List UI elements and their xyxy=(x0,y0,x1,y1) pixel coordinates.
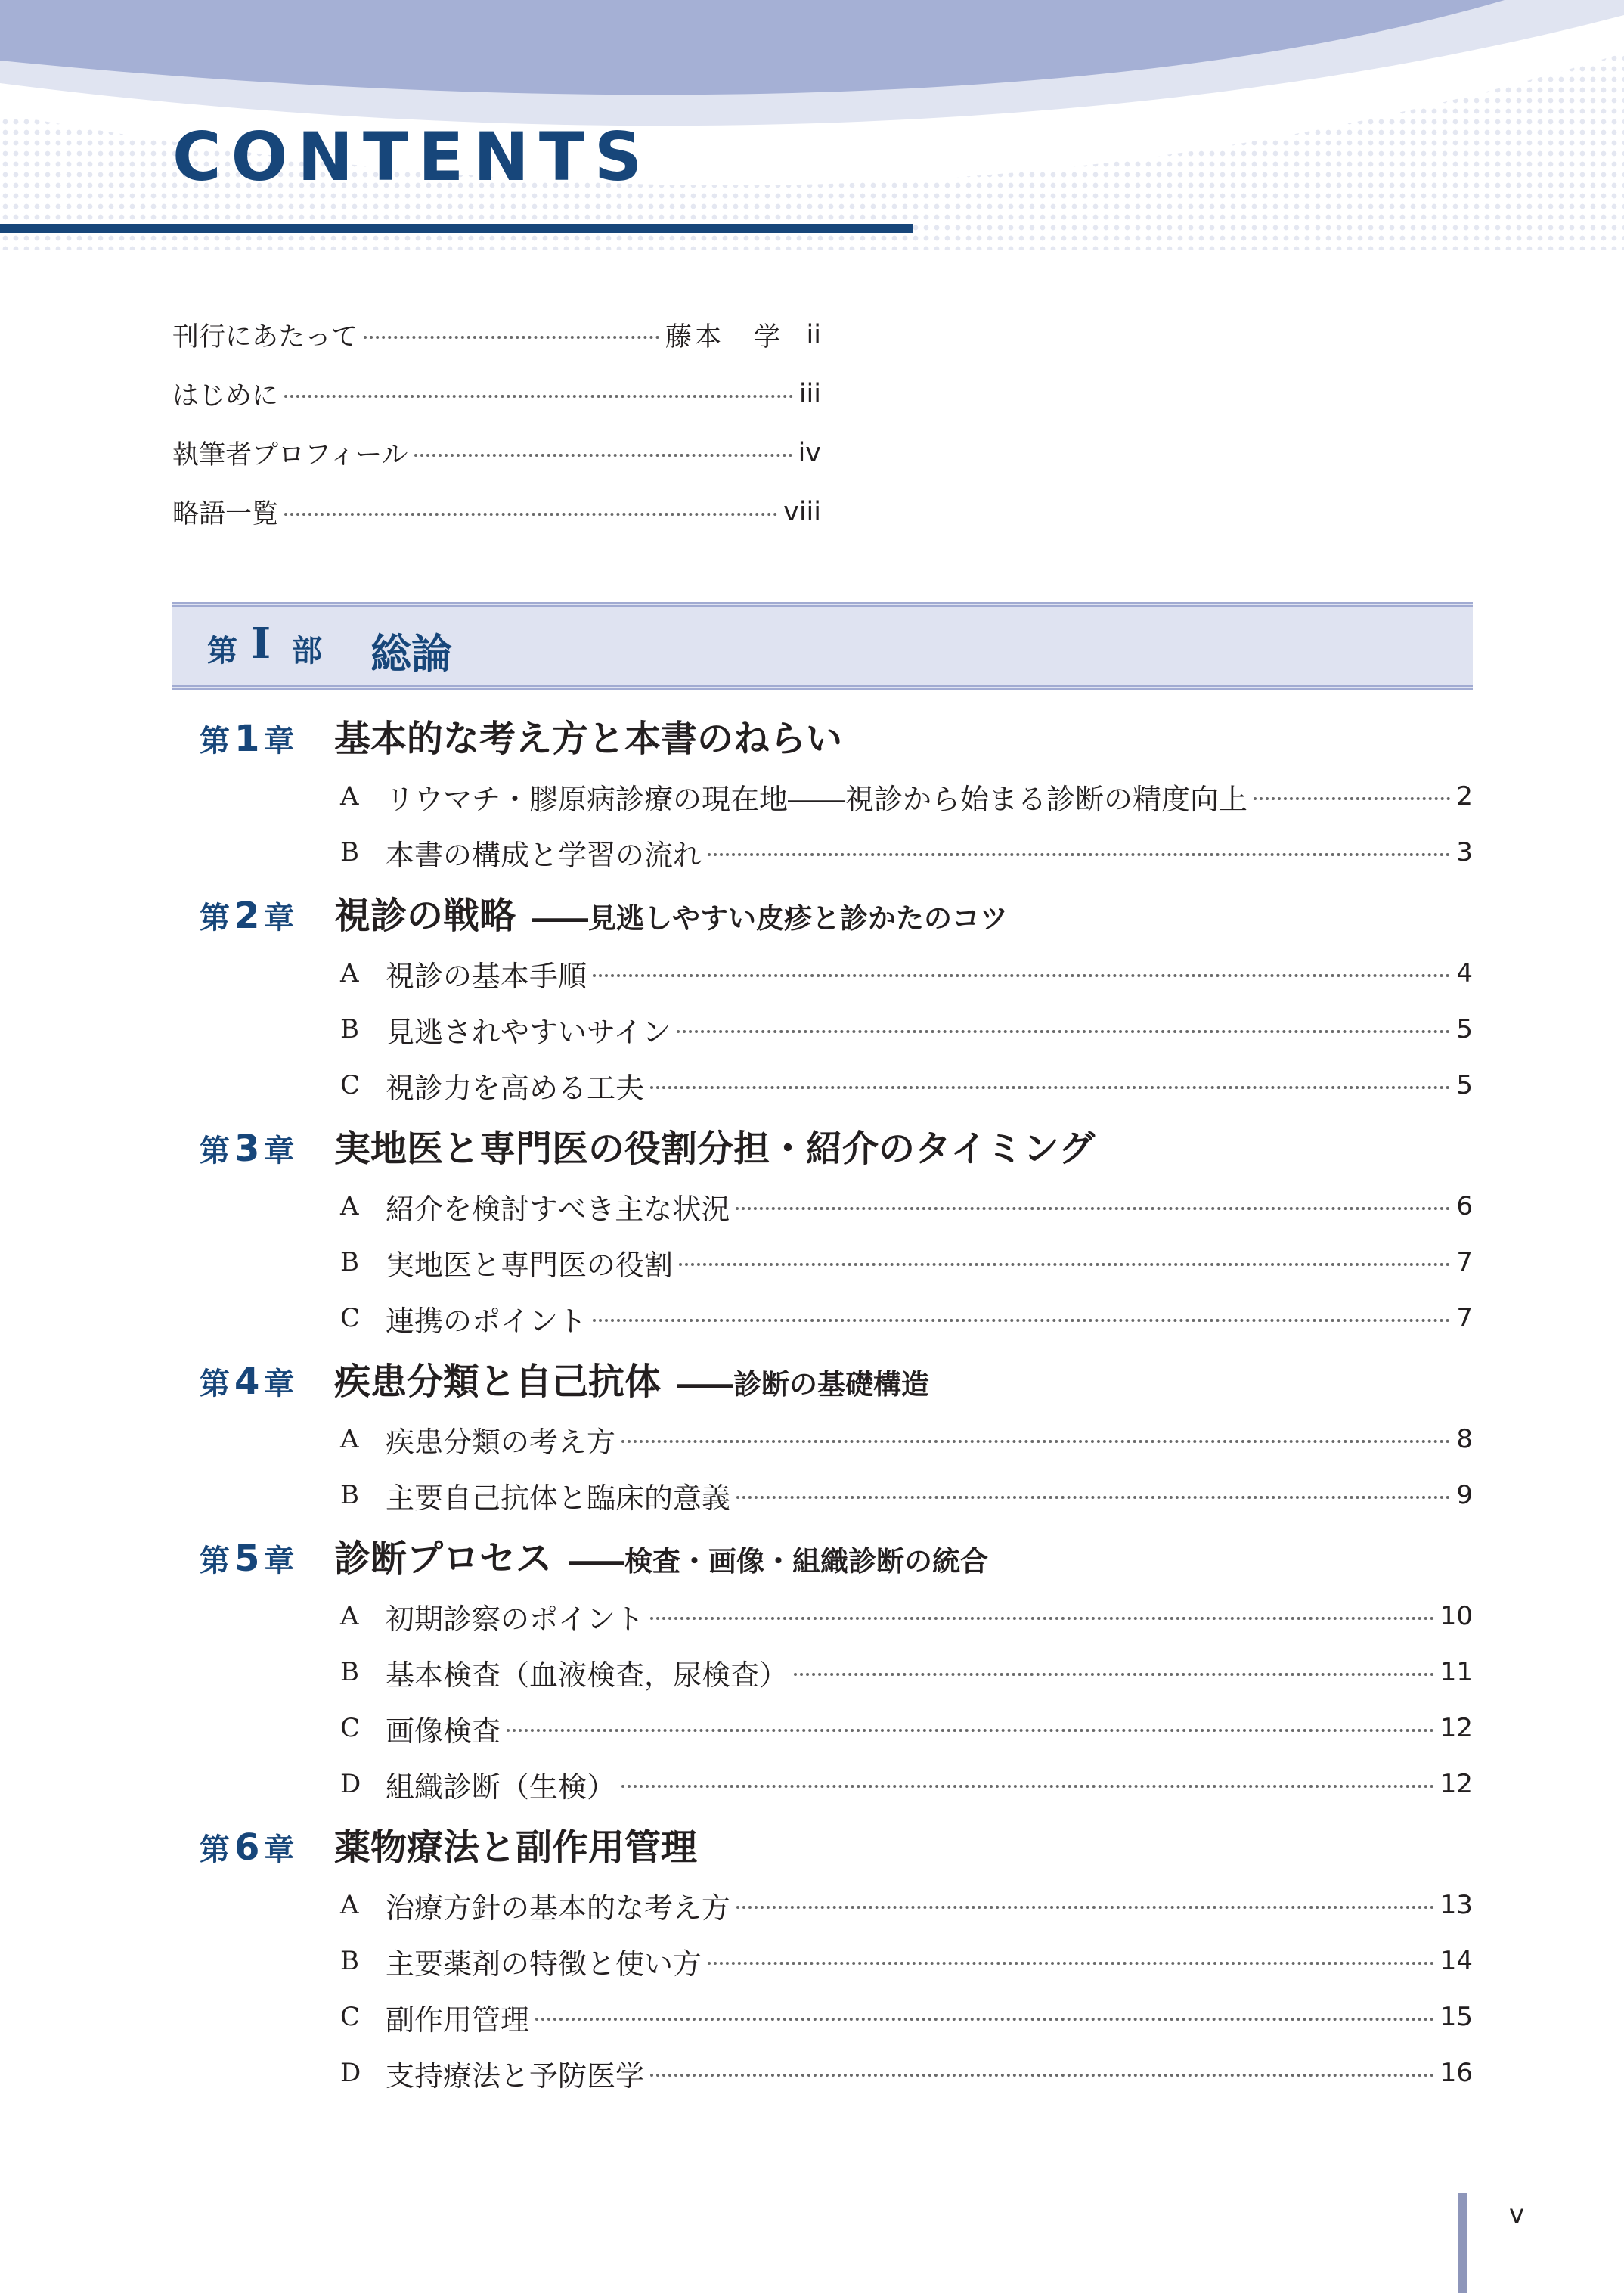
chapter-number xyxy=(172,1826,334,1869)
section-title: 疾患分類の考え方 xyxy=(386,1425,616,1459)
leader-dots xyxy=(708,853,1450,856)
section-entry[interactable] xyxy=(172,1933,1473,1989)
section-entry[interactable] xyxy=(172,1877,1473,1933)
leader-dots xyxy=(621,1785,1434,1788)
chapter-label-prefix: 第 xyxy=(200,1134,230,1168)
section-title: 支持療法と予防医学 xyxy=(386,2059,645,2093)
section-letter: D xyxy=(340,1769,361,1799)
leader-dots xyxy=(621,1440,1450,1443)
chapter-label-suffix: 章 xyxy=(264,1134,295,1168)
chapter-label-prefix: 第 xyxy=(200,1832,230,1867)
leader-dots xyxy=(679,1263,1450,1266)
chapter-heading[interactable] xyxy=(172,1812,1473,1877)
chapter-number-digit: 5 xyxy=(234,1537,260,1580)
page-number: iii xyxy=(798,379,821,409)
chapter-label-prefix: 第 xyxy=(200,1367,230,1401)
page-number: 6 xyxy=(1456,1191,1473,1221)
page-number: 5 xyxy=(1456,1070,1473,1100)
leader-dots xyxy=(284,395,793,398)
section-letter: A xyxy=(340,958,359,988)
section-entry[interactable] xyxy=(172,1001,1473,1057)
front-matter-title: 刊行にあたって xyxy=(172,322,358,352)
section-entry[interactable] xyxy=(172,824,1473,880)
section-title: リウマチ・膠原病診療の現在地――視診から始まる診断の精度向上 xyxy=(386,782,1248,816)
chapter-number-digit: 3 xyxy=(234,1128,260,1170)
section-letter: D xyxy=(340,2058,361,2088)
part-label-suffix: 部 xyxy=(292,634,322,669)
page-number: 3 xyxy=(1456,837,1473,867)
section-entry[interactable] xyxy=(172,1467,1473,1523)
chapter xyxy=(172,1523,1473,1812)
leader-dots xyxy=(1254,797,1450,800)
leader-dots xyxy=(736,1207,1450,1210)
leader-dots xyxy=(650,2074,1434,2077)
section-entry[interactable] xyxy=(172,768,1473,824)
chapter-number xyxy=(172,894,334,937)
chapter-subtitle: ――検査・画像・組織診断の統合 xyxy=(569,1545,989,1578)
section-letter: A xyxy=(340,1601,359,1631)
chapter-number xyxy=(172,1127,334,1170)
section-title: 視診力を高める工夫 xyxy=(386,1071,645,1105)
page-number: 12 xyxy=(1440,1713,1473,1743)
section-letter: C xyxy=(340,2002,361,2032)
chapter-title: 薬物療法と副作用管理 xyxy=(334,1826,698,1869)
leader-dots xyxy=(507,1729,1434,1732)
chapter-heading[interactable] xyxy=(172,880,1473,945)
chapter-title: 基本的な考え方と本書のねらい xyxy=(334,718,843,760)
chapter-label-suffix: 章 xyxy=(264,901,295,936)
page-number: ii xyxy=(806,320,821,350)
page-number: 16 xyxy=(1440,2058,1473,2088)
part-banner[interactable] xyxy=(172,602,1473,690)
page-number: 9 xyxy=(1456,1480,1473,1510)
section-title: 主要自己抗体と臨床的意義 xyxy=(386,1481,731,1515)
leader-dots xyxy=(414,454,792,457)
section-entry[interactable] xyxy=(172,1989,1473,2045)
front-matter-item[interactable] xyxy=(172,482,821,541)
leader-dots xyxy=(677,1030,1450,1033)
leader-dots xyxy=(284,513,777,516)
page-number: 5 xyxy=(1456,1014,1473,1044)
leader-dots xyxy=(708,1962,1434,1965)
chapter-heading[interactable] xyxy=(172,1346,1473,1411)
chapter-heading[interactable] xyxy=(172,1523,1473,1588)
chapter-heading[interactable] xyxy=(172,703,1473,768)
front-matter-author: 藤本 学 xyxy=(665,322,783,352)
chapter-number xyxy=(172,1360,334,1403)
chapter-label-suffix: 章 xyxy=(264,1367,295,1401)
page-number: 14 xyxy=(1440,1946,1473,1976)
page-number: 12 xyxy=(1440,1769,1473,1799)
leader-dots xyxy=(593,974,1450,977)
front-matter-item[interactable] xyxy=(172,365,821,424)
chapter-title: 診断プロセス xyxy=(334,1537,553,1580)
page-number: 10 xyxy=(1440,1601,1473,1631)
section-title: 副作用管理 xyxy=(386,2003,530,2037)
section-title: 視診の基本手順 xyxy=(386,959,587,993)
section-entry[interactable] xyxy=(172,1644,1473,1700)
section-title: 連携のポイント xyxy=(386,1304,587,1338)
section-letter: A xyxy=(340,781,359,811)
section-entry[interactable] xyxy=(172,945,1473,1001)
section-entry[interactable] xyxy=(172,1290,1473,1346)
section-letter: B xyxy=(340,1480,359,1510)
section-letter: B xyxy=(340,837,359,867)
leader-dots xyxy=(736,1906,1434,1909)
chapter-subtitle: ――見逃しやすい皮疹と診かたのコツ xyxy=(532,902,1009,935)
leader-dots xyxy=(535,2018,1434,2021)
page-number: iv xyxy=(798,438,821,468)
section-entry[interactable] xyxy=(172,1234,1473,1290)
chapter-label-suffix: 章 xyxy=(264,1544,295,1578)
section-entry[interactable] xyxy=(172,2045,1473,2101)
page-number: 15 xyxy=(1440,2002,1473,2032)
section-title: 初期診察のポイント xyxy=(386,1602,645,1636)
chapter xyxy=(172,880,1473,1113)
page-number: 13 xyxy=(1440,1890,1473,1920)
page-number: 11 xyxy=(1440,1657,1473,1687)
section-title: 基本検査（血液検査，尿検査） xyxy=(386,1658,789,1692)
chapter xyxy=(172,1113,1473,1346)
front-matter-item[interactable] xyxy=(172,306,821,365)
chapter-label-suffix: 章 xyxy=(264,724,295,759)
section-entry[interactable] xyxy=(172,1057,1473,1113)
section-title: 主要薬剤の特徴と使い方 xyxy=(386,1947,702,1981)
chapter-number-digit: 1 xyxy=(234,718,260,760)
front-matter-list xyxy=(172,306,821,541)
chapter xyxy=(172,1346,1473,1523)
part-label-prefix: 第 xyxy=(207,634,240,669)
section-title: 組織診断（生検） xyxy=(386,1770,616,1804)
page-number: 4 xyxy=(1456,958,1473,988)
section-letter: B xyxy=(340,1014,359,1044)
front-matter-item[interactable] xyxy=(172,424,821,482)
page-number: 2 xyxy=(1456,781,1473,811)
section-letter: C xyxy=(340,1070,361,1100)
section-letter: B xyxy=(340,1657,359,1687)
section-entry[interactable] xyxy=(172,1588,1473,1644)
chapter-number xyxy=(172,717,334,760)
page-number: viii xyxy=(783,497,821,527)
chapter-label-prefix: 第 xyxy=(200,901,230,936)
chapter-label-prefix: 第 xyxy=(200,1544,230,1578)
page-title: CONTENTS xyxy=(172,118,652,196)
leader-dots xyxy=(650,1086,1450,1089)
page-number: 8 xyxy=(1456,1424,1473,1454)
section-title: 見逃されやすいサイン xyxy=(386,1015,671,1049)
section-letter: A xyxy=(340,1191,359,1221)
chapter-number-digit: 4 xyxy=(234,1361,260,1403)
section-title: 本書の構成と学習の流れ xyxy=(386,838,702,872)
section-entry[interactable] xyxy=(172,1700,1473,1756)
chapter-title: 実地医と専門医の役割分担・紹介のタイミング xyxy=(334,1128,1096,1170)
chapter-heading[interactable] xyxy=(172,1113,1473,1178)
footer-rule xyxy=(1458,2193,1467,2293)
header-band xyxy=(0,0,1624,250)
page-number: 7 xyxy=(1456,1303,1473,1333)
section-letter: B xyxy=(340,1946,359,1976)
leader-dots xyxy=(364,336,659,339)
section-entry[interactable] xyxy=(172,1411,1473,1467)
chapter-subtitle: ――診断の基礎構造 xyxy=(677,1368,930,1401)
chapter-number-digit: 2 xyxy=(234,895,260,937)
section-letter: A xyxy=(340,1890,359,1920)
section-entry[interactable] xyxy=(172,1178,1473,1234)
chapter-number xyxy=(172,1537,334,1580)
chapter-title: 視診の戦略 xyxy=(334,895,516,937)
chapter-number-digit: 6 xyxy=(234,1826,260,1869)
leader-dots xyxy=(794,1673,1434,1676)
front-matter-title: はじめに xyxy=(172,381,279,411)
front-matter-title: 執筆者プロフィール xyxy=(172,440,408,470)
chapter xyxy=(172,1812,1473,2101)
part-numeral: I xyxy=(251,619,271,669)
section-entry[interactable] xyxy=(172,1756,1473,1812)
page-folio: v xyxy=(1509,2199,1525,2229)
leader-dots xyxy=(593,1319,1450,1322)
section-letter: B xyxy=(340,1247,359,1277)
title-underline xyxy=(0,224,913,233)
section-title: 紹介を検討すべき主な状況 xyxy=(386,1192,730,1226)
leader-dots xyxy=(650,1617,1434,1620)
section-title: 実地医と専門医の役割 xyxy=(386,1248,674,1282)
section-letter: C xyxy=(340,1713,361,1743)
chapter-title: 疾患分類と自己抗体 xyxy=(334,1361,662,1403)
section-letter: C xyxy=(340,1303,361,1333)
section-title: 画像検査 xyxy=(386,1714,501,1748)
page-number: 7 xyxy=(1456,1247,1473,1277)
section-title: 治療方針の基本的な考え方 xyxy=(386,1891,731,1925)
chapter xyxy=(172,703,1473,880)
section-letter: A xyxy=(340,1424,359,1454)
leader-dots xyxy=(736,1496,1450,1499)
chapter-label-suffix: 章 xyxy=(264,1832,295,1867)
chapter-list xyxy=(172,703,1473,2101)
front-matter-title: 略語一覧 xyxy=(172,499,279,529)
chapter-label-prefix: 第 xyxy=(200,724,230,759)
part-title: 総論 xyxy=(370,630,452,678)
